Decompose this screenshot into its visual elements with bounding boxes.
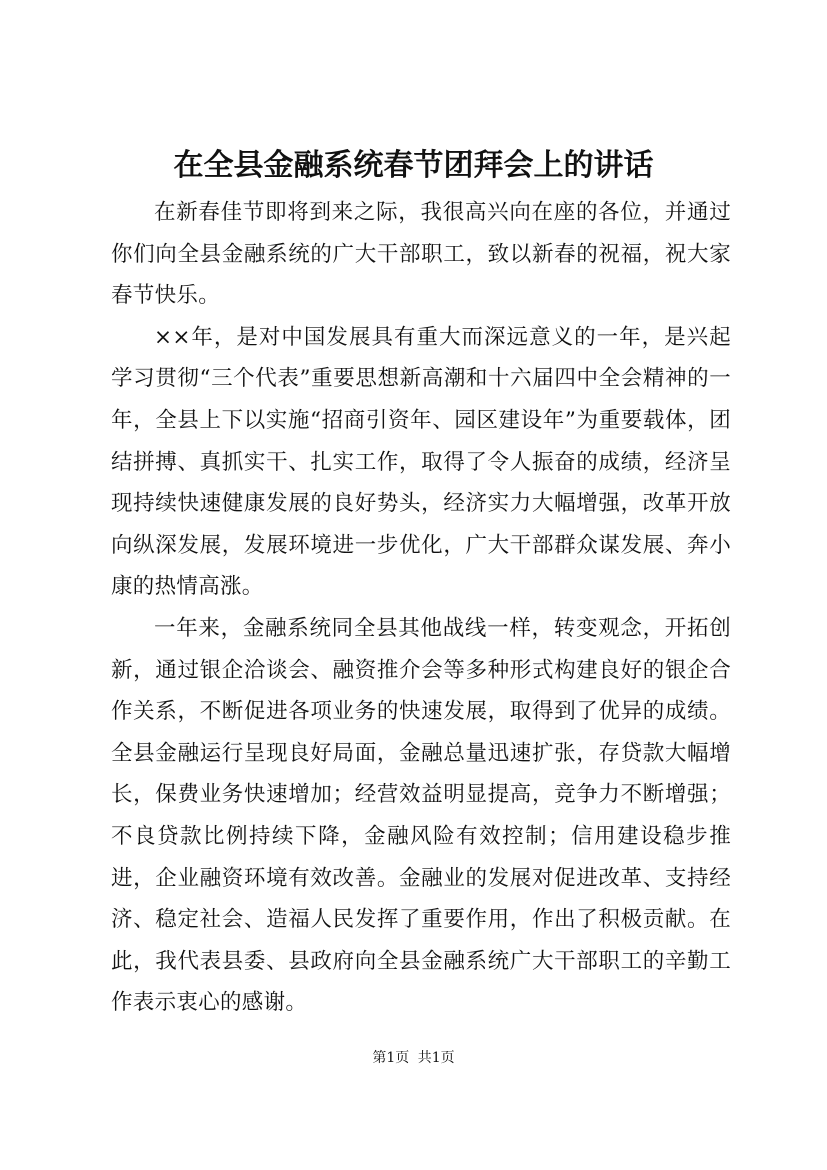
document-title: 在全县金融系统春节团拜会上的讲话 (173, 148, 654, 183)
paragraph-3: 一年来，金融系统同全县其他战线一样，转变观念，开拓创新，通过银企洽谈会、融资推介会等多种形式构建良好的银企合作关系，不断促进各项业务的快速发展，取得到了优异的成绩。全县金融运行呈现良好局面，金融总量迅速扩张，存贷款大幅增长，保费业务快速增加；经营效益明显提高，竞争力不断增强；不良贷款比例持续下降，金融风险有效控制；信用建设稳步推进，企业融资环境有效改善。金融业的发展对促进改革、支持经济、稳定社会、造福人民发挥了重要作用，作出了积极贡献。在此，我代表县委、县政府向全县金融系统广大干部职工的辛勤工作表示衷心的感谢。 (111, 615, 731, 1016)
page-total: 共1页 (417, 1050, 455, 1066)
page-footer (0, 1048, 827, 1068)
paragraph-1: 在新春佳节即将到来之际，我很高兴向在座的各位，并通过你们向全县金融系统的广大干部职工，致以新春的祝福，祝大家春节快乐。 (111, 200, 731, 309)
paragraph-2: ××年，是对中国发展具有重大而深远意义的一年，是兴起学习贯彻“三个代表”重要思想新高潮和十六届四中全会精神的一年，全县上下以实施“招商引资年、园区建设年”为重要载体，团结拼搏、真抓实干、扎实工作，取得了令人振奋的成绩，经济呈现持续快速健康发展的良好势头，经济实力大幅增强，改革开放向纵深发展，发展环境进一步优化，广大干部群众谋发展、奔小康的热情高涨。 (111, 324, 731, 600)
page-number: 第1页 (372, 1050, 410, 1066)
document-body (111, 192, 731, 1024)
